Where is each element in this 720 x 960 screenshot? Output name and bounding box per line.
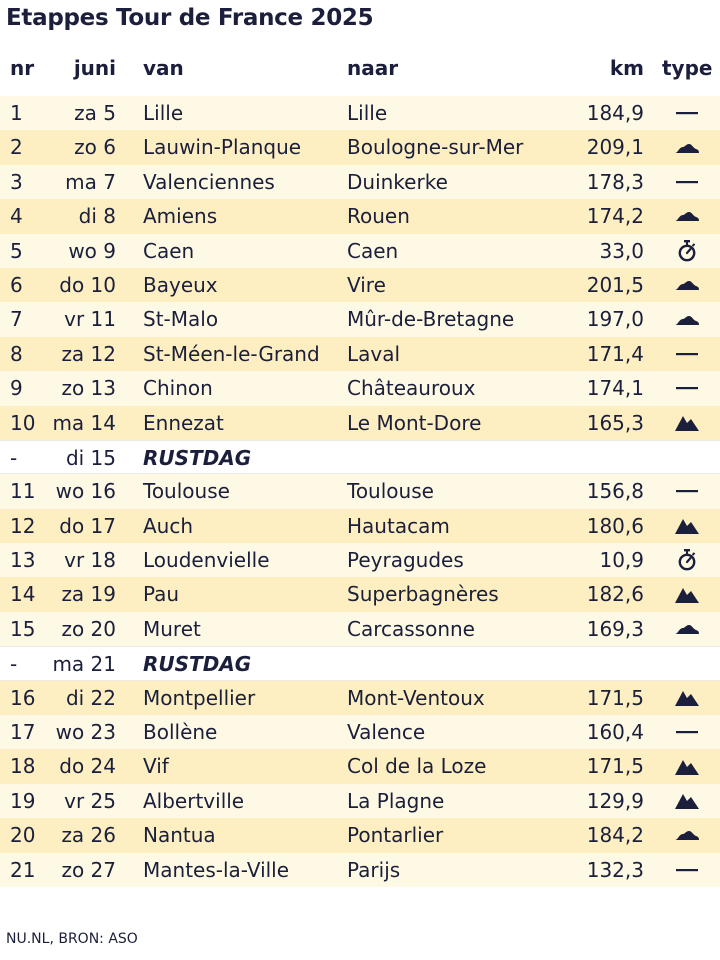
stage-finish: Boulogne-sur-Mer: [347, 135, 524, 160]
stage-date: za 26: [61, 823, 116, 848]
page-title: Etappes Tour de France 2025: [6, 5, 374, 31]
stage-finish: Peyragudes: [347, 548, 464, 573]
stage-start: Loudenvielle: [143, 548, 270, 573]
stage-date: di 8: [78, 204, 116, 229]
header-km: km: [609, 56, 644, 80]
stage-start: Lille: [143, 101, 184, 125]
mountain-icon: [672, 406, 702, 440]
stage-finish: Rouen: [347, 204, 410, 229]
stage-row: [0, 337, 720, 371]
stage-date: ma 21: [52, 652, 116, 677]
rest-day-label: RUSTDAG: [143, 652, 252, 677]
header-van: van: [143, 56, 184, 80]
stopwatch-icon: [672, 234, 702, 268]
stage-nr: 15: [10, 616, 36, 641]
stage-nr: 9: [10, 376, 23, 401]
rest-day-row: [0, 440, 720, 474]
stage-nr: 6: [10, 272, 23, 297]
flat-icon: [672, 96, 702, 130]
stage-start: Amiens: [143, 204, 218, 229]
stage-start: St-Malo: [143, 307, 219, 332]
stage-nr: 18: [10, 754, 36, 779]
header-naar: naar: [347, 56, 399, 80]
stage-nr: 19: [10, 788, 36, 813]
stage-date: ma 14: [52, 410, 116, 435]
stage-date: di 15: [65, 445, 116, 470]
stage-distance: 156,8: [586, 479, 644, 504]
stage-row: [0, 853, 720, 887]
stage-date: zo 6: [74, 135, 116, 160]
stage-nr: 3: [10, 169, 23, 194]
flat-icon: [672, 337, 702, 371]
stage-distance: 209,1: [586, 135, 644, 160]
stage-finish: Valence: [347, 720, 426, 745]
stage-nr: 5: [10, 238, 23, 263]
stage-date: zo 27: [61, 857, 116, 882]
stage-date: do 17: [59, 513, 116, 538]
rest-day-label: RUSTDAG: [143, 445, 252, 470]
stage-start: Albertville: [143, 788, 245, 813]
stage-start: Ennezat: [143, 410, 224, 435]
stage-date: wo 9: [68, 238, 116, 263]
flat-icon: [672, 853, 702, 887]
stage-date: di 22: [65, 685, 116, 710]
flat-icon: [672, 371, 702, 405]
flat-icon: [672, 165, 702, 199]
stage-start: Montpellier: [143, 685, 256, 710]
stage-row: [0, 543, 720, 577]
stage-finish: Mûr-de-Bretagne: [347, 307, 515, 332]
stage-distance: 169,3: [586, 616, 644, 641]
stage-distance: 160,4: [586, 720, 644, 745]
stage-distance: 180,6: [586, 513, 644, 538]
stage-finish: Duinkerke: [347, 169, 448, 194]
stage-nr: 7: [10, 307, 23, 332]
source-credit: NU.NL, BRON: ASO: [6, 931, 138, 947]
hilly-icon: [672, 268, 702, 302]
stage-date: vr 18: [64, 548, 116, 573]
stage-row: [0, 612, 720, 646]
stage-date: vr 11: [64, 307, 116, 332]
stage-start: Auch: [143, 513, 194, 538]
stage-start: Valenciennes: [143, 169, 275, 194]
stage-row: [0, 96, 720, 130]
stage-finish: Châteauroux: [347, 376, 476, 401]
stage-nr: -: [10, 652, 18, 677]
stage-row: [0, 234, 720, 268]
stage-nr: 13: [10, 548, 36, 573]
stage-distance: 132,3: [586, 857, 644, 882]
stage-row: [0, 681, 720, 715]
hilly-icon: [672, 199, 702, 233]
stage-finish: Laval: [347, 341, 401, 366]
header-type: type: [662, 56, 713, 80]
stage-nr: 16: [10, 685, 36, 710]
stage-start: Bayeux: [143, 272, 218, 297]
stage-row: [0, 371, 720, 405]
stage-date: zo 20: [61, 616, 116, 641]
stage-start: Chinon: [143, 376, 213, 401]
stage-distance: 171,5: [586, 685, 644, 710]
stage-nr: 2: [10, 135, 23, 160]
stage-nr: 8: [10, 341, 23, 366]
flat-icon: [672, 474, 702, 508]
stage-finish: Toulouse: [347, 479, 434, 504]
stage-date: za 12: [61, 341, 116, 366]
stage-date: wo 23: [55, 720, 116, 745]
stage-finish: Lille: [347, 101, 388, 125]
stage-finish: Superbagnères: [347, 582, 499, 607]
stage-finish: La Plagne: [347, 788, 445, 813]
stage-date: ma 7: [65, 169, 116, 194]
stage-row: [0, 784, 720, 818]
stage-nr: 21: [10, 857, 36, 882]
stage-distance: 171,5: [586, 754, 644, 779]
hilly-icon: [672, 818, 702, 852]
stage-finish: Col de la Loze: [347, 754, 487, 779]
mountain-icon: [672, 577, 702, 611]
table-header: [0, 56, 720, 86]
stage-start: Toulouse: [143, 479, 230, 504]
stage-start: Caen: [143, 238, 195, 263]
stage-date: za 5: [74, 101, 116, 125]
stage-distance: 129,9: [586, 788, 644, 813]
stage-nr: 10: [10, 410, 36, 435]
stage-row: [0, 199, 720, 233]
stage-finish: Le Mont-Dore: [347, 410, 482, 435]
stage-nr: 12: [10, 513, 36, 538]
stage-date: zo 13: [61, 376, 116, 401]
stage-distance: 33,0: [599, 238, 644, 263]
stage-row: [0, 715, 720, 749]
stage-distance: 182,6: [586, 582, 644, 607]
stage-start: Nantua: [143, 823, 216, 848]
stage-start: Lauwin-Planque: [143, 135, 302, 160]
stage-distance: 174,2: [586, 204, 644, 229]
stage-nr: 14: [10, 582, 36, 607]
rest-day-row: [0, 646, 720, 680]
stage-start: Vif: [143, 754, 169, 779]
hilly-icon: [672, 302, 702, 336]
stage-date: za 19: [61, 582, 116, 607]
stage-row: [0, 577, 720, 611]
stage-nr: 17: [10, 720, 36, 745]
stage-finish: Vire: [347, 272, 386, 297]
stage-nr: -: [10, 445, 18, 470]
stage-finish: Carcassonne: [347, 616, 475, 641]
stage-row: [0, 406, 720, 440]
stages-table: [0, 96, 720, 887]
stage-distance: 178,3: [586, 169, 644, 194]
stage-distance: 10,9: [599, 548, 644, 573]
stage-date: do 24: [59, 754, 116, 779]
header-nr: nr: [10, 56, 35, 80]
stage-distance: 184,2: [586, 823, 644, 848]
stage-distance: 201,5: [586, 272, 644, 297]
stage-nr: 1: [10, 101, 23, 125]
stage-distance: 165,3: [586, 410, 644, 435]
stage-start: Pau: [143, 582, 180, 607]
stage-date: wo 16: [55, 479, 116, 504]
flat-icon: [672, 715, 702, 749]
stage-row: [0, 474, 720, 508]
stage-finish: Caen: [347, 238, 399, 263]
stage-finish: Mont-Ventoux: [347, 685, 485, 710]
stage-nr: 4: [10, 204, 23, 229]
stage-date: do 10: [59, 272, 116, 297]
header-juni: juni: [73, 56, 116, 80]
stage-distance: 171,4: [586, 341, 644, 366]
hilly-icon: [672, 130, 702, 164]
stage-row: [0, 268, 720, 302]
stage-distance: 197,0: [586, 307, 644, 332]
stage-finish: Hautacam: [347, 513, 450, 538]
stage-row: [0, 509, 720, 543]
mountain-icon: [672, 509, 702, 543]
stage-nr: 11: [10, 479, 36, 504]
stage-distance: 184,9: [586, 101, 644, 125]
stage-distance: 174,1: [586, 376, 644, 401]
stage-row: [0, 302, 720, 336]
stage-nr: 20: [10, 823, 36, 848]
stage-start: Mantes-la-Ville: [143, 857, 290, 882]
stage-start: St-Méen-le-Grand: [143, 341, 320, 366]
stage-row: [0, 130, 720, 164]
stage-row: [0, 818, 720, 852]
stage-date: vr 25: [64, 788, 116, 813]
mountain-icon: [672, 749, 702, 783]
hilly-icon: [672, 612, 702, 646]
stage-row: [0, 165, 720, 199]
stage-start: Muret: [143, 616, 201, 641]
stage-row: [0, 749, 720, 783]
stopwatch-icon: [672, 543, 702, 577]
stage-finish: Pontarlier: [347, 823, 444, 848]
mountain-icon: [672, 784, 702, 818]
mountain-icon: [672, 681, 702, 715]
stage-finish: Parijs: [347, 857, 401, 882]
stage-start: Bollène: [143, 720, 218, 745]
